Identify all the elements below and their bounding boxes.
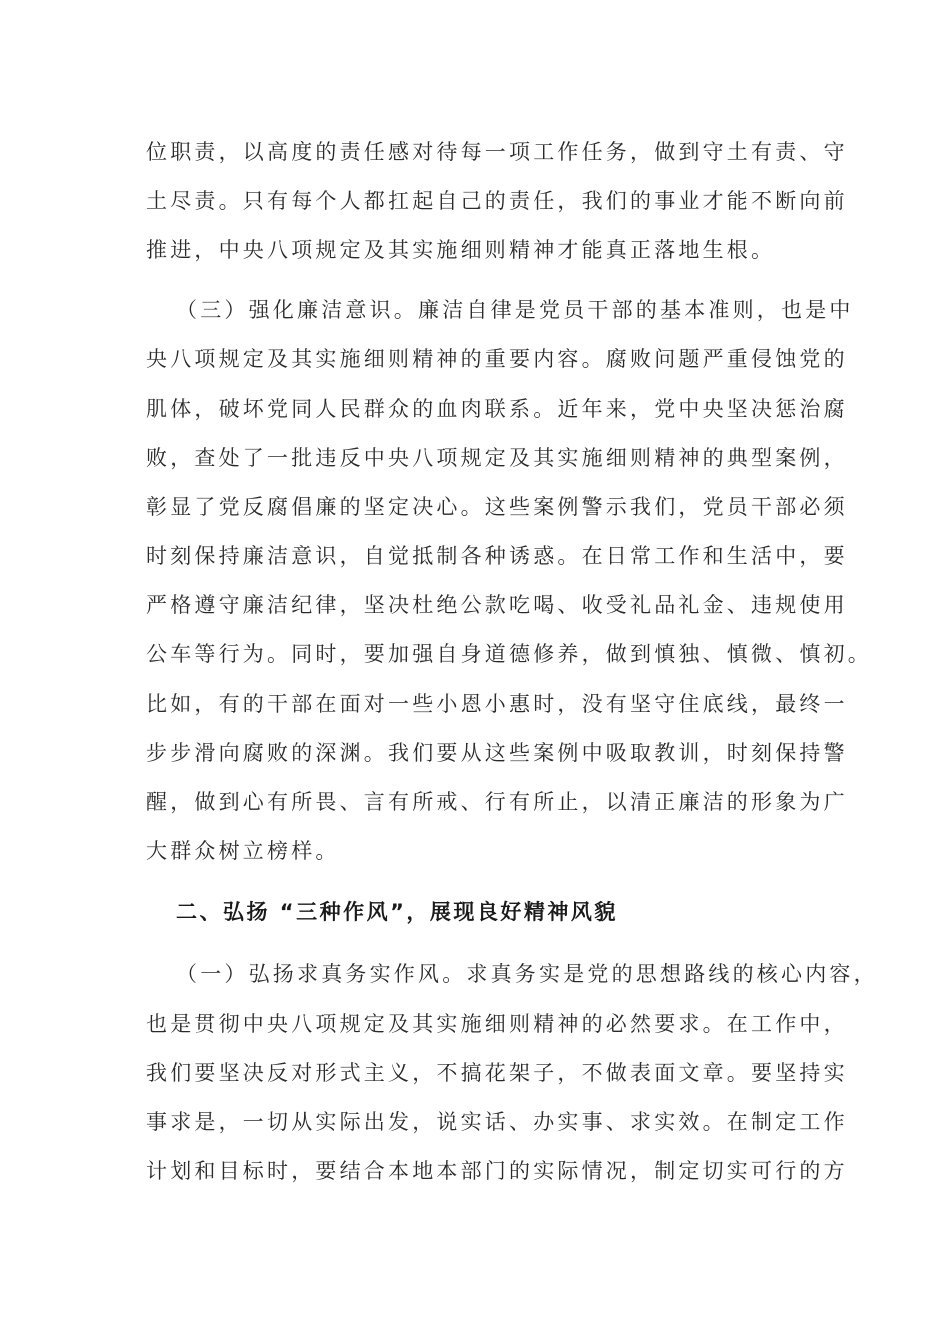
paragraph-line: 公车等行为。同时，要加强自身道德修养，做到慎独、慎微、慎初。 <box>146 642 872 666</box>
paragraph-line: 严格遵守廉洁纪律，坚决杜绝公款吃喝、收受礼品礼金、违规使用 <box>146 593 848 617</box>
paragraph-line: 步步滑向腐败的深渊。我们要从这些案例中吸取教训，时刻保持警 <box>146 741 848 765</box>
paragraph-line: （三）强化廉洁意识。廉洁自律是党员干部的基本准则，也是中 <box>176 298 854 322</box>
paragraph-line: 我们要坚决反对形式主义，不搞花架子，不做表面文章。要坚持实 <box>146 1061 848 1085</box>
paragraph-line: 央八项规定及其实施细则精神的重要内容。腐败问题严重侵蚀党的 <box>146 347 848 371</box>
paragraph-line: 计划和目标时，要结合本地本部门的实际情况，制定切实可行的方 <box>146 1159 848 1183</box>
paragraph-line: 推进，中央八项规定及其实施细则精神才能真正落地生根。 <box>146 238 776 262</box>
paragraph-line: 败，查处了一批违反中央八项规定及其实施细则精神的典型案例， <box>146 446 848 470</box>
paragraph-line: 土尽责。只有每个人都扛起自己的责任，我们的事业才能不断向前 <box>146 189 848 213</box>
paragraph-line: 也是贯彻中央八项规定及其实施细则精神的必然要求。在工作中， <box>146 1012 848 1036</box>
paragraph-line: 位职责，以高度的责任感对待每一项工作任务，做到守土有责、守 <box>146 140 848 164</box>
paragraph-line: 彰显了党反腐倡廉的坚定决心。这些案例警示我们，党员干部必须 <box>146 495 848 519</box>
paragraph-line: （一）弘扬求真务实作风。求真务实是党的思想路线的核心内容， <box>176 962 878 986</box>
paragraph-line: 时刻保持廉洁意识，自觉抵制各种诱惑。在日常工作和生活中，要 <box>146 544 848 568</box>
paragraph-line: 比如，有的干部在面对一些小恩小惠时，没有坚守住底线，最终一 <box>146 692 848 716</box>
paragraph-line: 事求是，一切从实际出发，说实话、办实事、求实效。在制定工作 <box>146 1110 848 1134</box>
paragraph-line: 大群众树立榜样。 <box>146 839 340 863</box>
section-heading: 二、弘扬 “三种作风”，展现良好精神风貌 <box>176 900 618 924</box>
paragraph-line: 醒，做到心有所畏、言有所戒、行有所止，以清正廉洁的形象为广 <box>146 790 848 814</box>
paragraph-line: 肌体，破坏党同人民群众的血肉联系。近年来，党中央坚决惩治腐 <box>146 397 848 421</box>
